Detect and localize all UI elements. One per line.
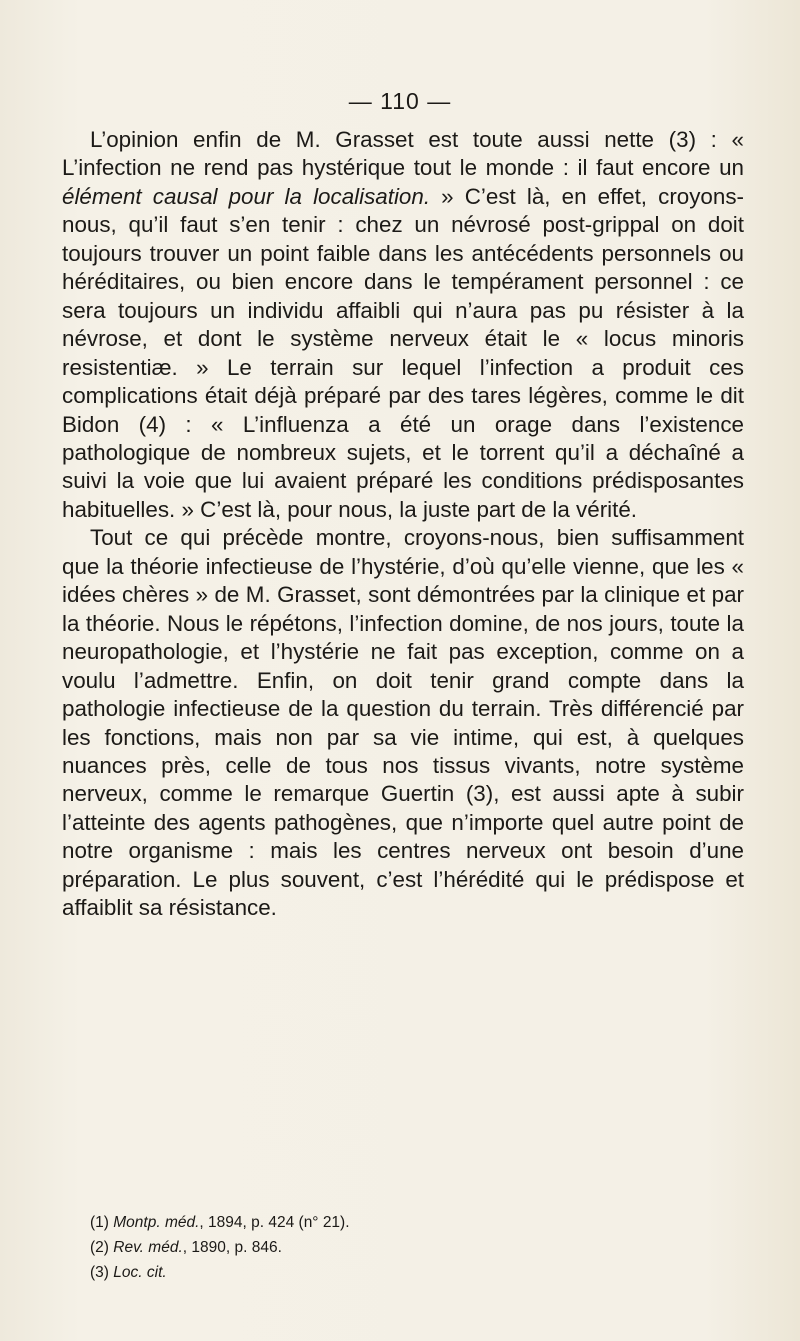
footnote-number: (1): [90, 1214, 109, 1231]
footnote-detail: , 1890, p. 846.: [182, 1239, 282, 1256]
paragraph-2: [62, 524, 744, 922]
body-text: [62, 126, 744, 923]
footnote-source: Rev. méd.: [113, 1239, 183, 1256]
footnote-1: [90, 1210, 710, 1235]
footnote-number: (3): [90, 1264, 109, 1281]
footnote-source: Montp. méd.: [113, 1214, 200, 1231]
footnote-3: [90, 1260, 710, 1285]
footnotes: [90, 1210, 710, 1285]
page-number: — 110 —: [348, 88, 452, 114]
paragraph-text: Tout ce qui précède montre, croyons-nous, bien suffisamment que la théorie infectieuse de l’hystérie, d’où qu’elle vienne, que les « idées chères » de M. Grasset, sont démontrées par la clinique et par la théorie. Nous le répétons, l’infection domine, de nos jours, toute la neuropathologie, et l’hystérie ne fait pas exception, comme on a voulu l’admettre. Enfin, on doit tenir grand compte dans la pathologie infectieuse de la question du terrain. Très différencié par les fonctions, mais non par sa vie intime, qui est, à quelques nuances près, celle de tous nos tissus vivants, notre système nerveux, comme le remarque Guertin (3), est aussi apte à subir l’atteinte des agents pathogènes, que n’importe quel autre point de notre organisme : mais les centres nerveux ont besoin d’une préparation. Le plus souvent, c’est l’hérédité qui le prédispose et affaiblit sa résistance.: [62, 525, 744, 921]
paragraph-text: » C’est là, en effet, croyons-nous, qu’il faut s’en tenir : chez un névrosé post-grippal on doit toujours trouver un point faible dans les antécédents personnels ou héréditaires, ou bien encore dans le tempérament personnel : ce sera toujours un individu affaibli qui n’aura pas pu résister à la névrose, et dont le système nerveux était le « locus minoris resistentiæ. » Le terrain sur lequel l’infection a produit ces complications était déjà préparé par des tares légères, comme le dit Bidon (4) : « L’influenza a été un orage dans l’existence pathologique de nombreux sujets, et le torrent qu’il a déchaîné a suivi la voie que lui avaient préparé les conditions prédisposantes habituelles. » C’est là, pour nous, la juste part de la vérité.: [62, 183, 744, 522]
footnote-detail: , 1894, p. 424 (n° 21).: [199, 1214, 350, 1231]
paragraph-text: L’opinion enfin de M. Grasset est toute aussi nette (3) : « L’infection ne rend pas hystérique tout le monde : il faut encore un: [62, 127, 744, 181]
footnote-2: [90, 1235, 710, 1260]
paragraph-1: [62, 126, 744, 524]
footnote-number: (2): [90, 1239, 109, 1256]
emphasis-text: élément causal pour la localisation.: [62, 183, 431, 209]
footnote-source: Loc. cit.: [113, 1264, 167, 1281]
